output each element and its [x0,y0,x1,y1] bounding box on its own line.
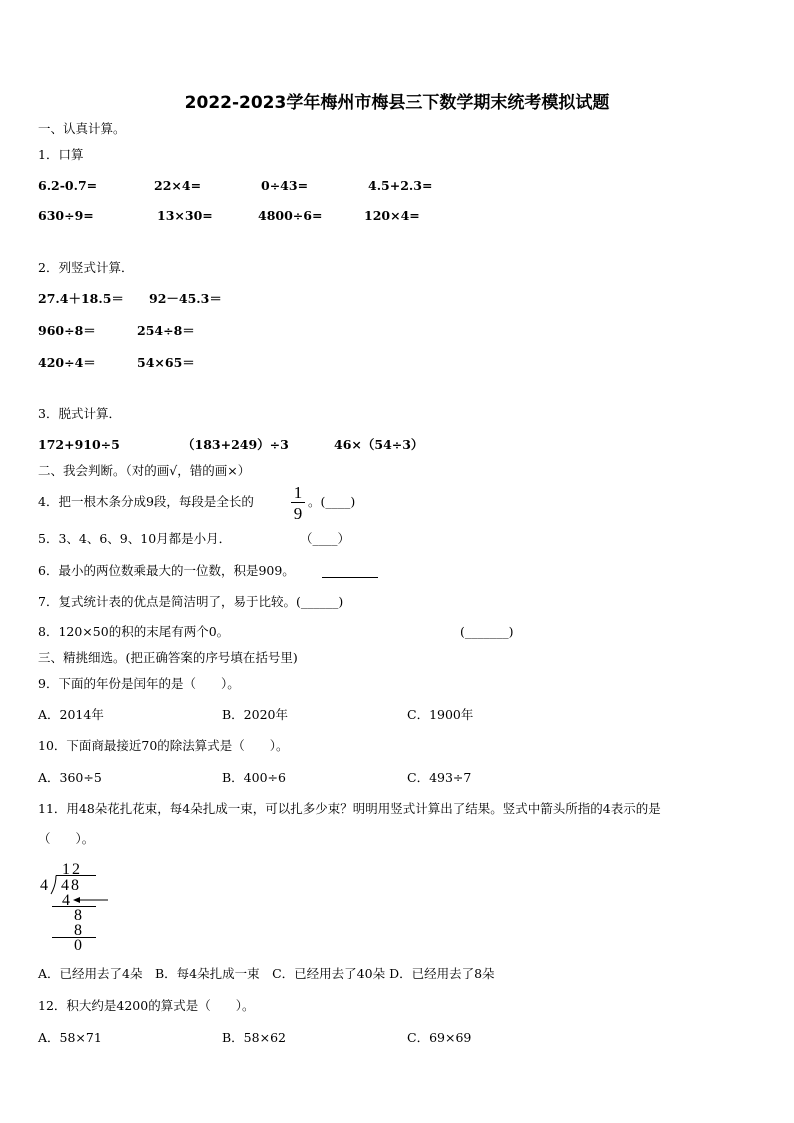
vertical-calc-item: 27.4＋18.5＝ [38,291,124,306]
division-step-3: 8 [74,922,82,939]
q7-text: 7．复式统计表的优点是简洁明了，易于比较。(______) [38,594,344,609]
q1-label: 1．口算 [38,147,84,162]
page-title: 2022-2023学年梅州市梅县三下数学期末统考模拟试题 [184,93,610,113]
q8-text: 8．120×50的积的末尾有两个0。 [38,624,230,639]
oral-calc-item: 4800÷6= [258,208,323,223]
section2-heading: 二、我会判断。（对的画√，错的画×） [38,463,251,478]
q11-options[interactable]: A．已经用去了4朵 B．每4朵扎成一束 C．已经用去了40朵 D．已经用去了8朵 [38,966,495,981]
step-calc-item: 172+910÷5 [38,437,120,452]
q10-text: 10．下面商最接近70的除法算式是（ ）。 [38,738,289,753]
fraction-bar [291,502,305,503]
q10-option-c[interactable]: C．493÷7 [407,770,472,785]
division-remainder: 0 [74,937,82,954]
vertical-calc-item: 960÷8＝ [38,323,96,338]
division-step-1: 4 [62,892,70,909]
q5-answer-blank[interactable]: （____） [300,531,351,546]
section3-heading: 三、精挑细选。(把正确答案的序号填在括号里) [38,650,298,665]
q12-option-c[interactable]: C．69×69 [407,1030,472,1045]
q9-option-b[interactable]: B．2020年 [222,707,288,722]
vertical-calc-item: 254÷8＝ [137,323,195,338]
division-step-2: 8 [74,907,82,924]
q12-text: 12．积大约是4200的算式是（ ）。 [38,998,255,1013]
q12-option-a[interactable]: A．58×71 [38,1030,102,1045]
q9-option-a[interactable]: A．2014年 [38,707,104,722]
division-dividend: 48 [61,877,81,894]
division-bracket-and-arrow [34,858,124,958]
q10-option-a[interactable]: A．360÷5 [38,770,102,785]
long-division-figure [34,858,124,958]
q9-text: 9．下面的年份是闰年的是（ ）。 [38,676,240,691]
section1-heading: 一、认真计算。 [38,121,126,136]
vertical-calc-item: 54×65＝ [137,355,195,370]
oral-calc-item: 0÷43= [261,178,309,193]
q11-text-line2: （ ）。 [38,831,95,846]
vertical-calc-item: 420÷4＝ [38,355,96,370]
fraction-numerator: 1 [293,483,303,502]
division-divisor: 4 [40,877,48,894]
vertical-calc-item: 92－45.3＝ [149,291,222,306]
q5-text: 5．3、4、6、9、10月都是小月． [38,531,232,546]
oral-calc-item: 630÷9= [38,208,94,223]
oral-calc-item: 13×30= [157,208,213,223]
oral-calc-item: 6.2-0.7= [38,178,98,193]
q8-answer-blank[interactable]: (_______) [460,624,514,639]
q10-option-b[interactable]: B．400÷6 [222,770,286,785]
q6-text: 6．最小的两位数乘最大的一位数，积是909。 [38,563,295,578]
q12-option-b[interactable]: B．58×62 [222,1030,286,1045]
q3-label: 3．脱式计算． [38,406,121,421]
q2-label: 2．列竖式计算． [38,260,134,275]
oral-calc-item: 22×4= [154,178,202,193]
q4-answer-blank[interactable]: 。(____) [308,494,356,509]
step-calc-item: （183+249）÷3 [182,437,289,452]
q11-text-line1: 11．用48朵花扎花束，每4朵扎成一束，可以扎多少束？明明用竖式计算出了结果。竖式中箭头所指的4表示的是 [38,801,661,816]
step-calc-item: 46×（54÷3） [334,437,424,452]
division-quotient: 12 [62,861,82,878]
oral-calc-item: 120×4= [364,208,420,223]
fraction-denominator: 9 [293,504,303,523]
q4-fraction [291,484,305,522]
q6-answer-line[interactable] [322,577,378,578]
oral-calc-item: 4.5+2.3= [368,178,433,193]
q9-option-c[interactable]: C．1900年 [407,707,474,722]
q4-text: 4．把一根木条分成9段，每段是全长的 [38,494,254,509]
